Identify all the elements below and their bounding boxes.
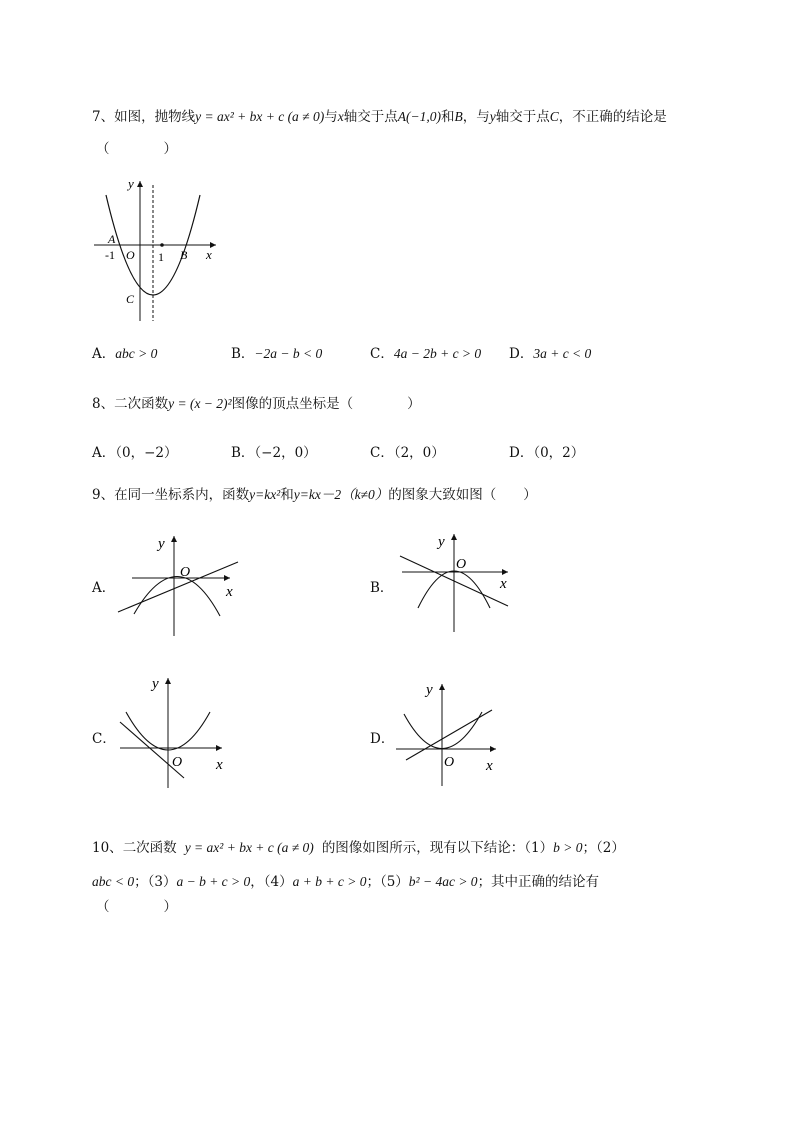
q7-var-b: B: [454, 109, 463, 124]
q8-option-d-value: （0，2）: [533, 445, 585, 461]
q8-option-a[interactable]: [92, 447, 178, 461]
q7-point-one: [160, 243, 164, 247]
q9-option-a-graph[interactable]: [112, 532, 242, 642]
q10-text-1: 二次函数: [122, 840, 177, 856]
q10-sep-1: ；（2）: [582, 840, 625, 856]
q10-answer-blank: （ ）: [96, 899, 177, 915]
q9-text-end: 的图象大致如图（ ）: [388, 487, 537, 503]
q10-text-2: 的图像如图所示，现有以下结论：（1）: [321, 840, 554, 856]
q8-number: 8、: [92, 396, 115, 412]
q9-option-b-graph[interactable]: [392, 530, 522, 640]
q9a-label-o: O: [180, 565, 191, 580]
q10-stem-line-2: [92, 875, 599, 890]
q7-label-one: 1: [158, 250, 164, 264]
q9-function-2: y=kx－2（k≠0）: [293, 487, 389, 502]
q9b-label-x: x: [500, 576, 507, 592]
q7-text-3: 轴交于点: [343, 109, 398, 125]
q7-var-c: C: [549, 109, 559, 124]
q8-text-2: 图像的顶点坐标是（ ）: [231, 396, 421, 412]
q7-text-5: ，与: [462, 109, 490, 125]
q7-option-b-expr: −2a − b < 0: [254, 346, 323, 361]
q9-option-c-graph[interactable]: [112, 672, 242, 792]
q8-stem: [92, 397, 421, 412]
q7-option-c-letter: C．: [370, 346, 394, 362]
q8-option-b-value: （−2，0）: [254, 445, 317, 461]
q8-formula: y = (x − 2)²: [168, 396, 232, 411]
q10-conclusion-2: abc < 0: [92, 874, 135, 889]
q9d-label-y: y: [426, 682, 433, 698]
q10-formula: y = ax² + bx + c (a ≠ 0): [184, 840, 314, 855]
q7-text-4: 和: [440, 109, 455, 125]
q7-option-c-expr: 4a − 2b + c > 0: [393, 346, 482, 361]
q8-option-c[interactable]: [370, 447, 445, 461]
q9a-parabola: [134, 576, 220, 616]
q9-option-d-letter[interactable]: D．: [370, 731, 395, 747]
q9b-label-o: O: [456, 557, 467, 572]
q9d-label-o: O: [444, 755, 455, 770]
q8-option-a-letter: A．: [92, 445, 116, 461]
q8-text-1: 二次函数: [114, 396, 169, 412]
q7-option-c[interactable]: [370, 347, 481, 362]
q7-label-minus1: -1: [105, 248, 115, 262]
q9-option-a-letter[interactable]: A．: [92, 580, 116, 596]
q7-text-1: 如图，抛物线: [114, 109, 196, 125]
q7-text-2: 与: [324, 109, 338, 125]
q9-option-c-letter[interactable]: C．: [92, 731, 116, 747]
q7-text-6: 轴交于点: [495, 109, 550, 125]
q7-stem: [92, 110, 667, 125]
q7-option-d-letter: D．: [509, 346, 534, 362]
q7-label-b: B: [180, 248, 188, 262]
q10-conclusion-5: b² − 4ac > 0: [408, 874, 478, 889]
q7-option-d-expr: 3a + c < 0: [533, 346, 592, 361]
q7-label-x: x: [206, 247, 212, 262]
q7-formula-1: y = ax² + bx + c (a ≠ 0): [195, 109, 325, 124]
q9-option-b-letter[interactable]: B．: [370, 580, 394, 596]
q8-option-d-letter: D．: [509, 445, 534, 461]
q9-and: 和: [280, 487, 294, 503]
q9d-line: [406, 710, 492, 760]
q9-number: 9、: [92, 487, 115, 503]
q7-option-a-expr: abc > 0: [115, 346, 158, 361]
q7-option-a-letter: A．: [92, 346, 116, 362]
q8-option-b-letter: B．: [231, 445, 255, 461]
q7-label-o: O: [126, 248, 135, 262]
q7-number: 7、: [92, 109, 115, 125]
q9a-label-x: x: [226, 584, 233, 600]
q7-formula-2: A(−1,0): [397, 109, 441, 124]
q7-var-y: y: [489, 109, 496, 124]
q7-option-b[interactable]: [231, 347, 322, 362]
q8-option-d[interactable]: [509, 447, 584, 461]
q7-label-a: A: [108, 232, 116, 246]
q10-sep-2: ；（3）: [134, 874, 177, 890]
q7-var-x: x: [337, 109, 344, 124]
q10-sep-3: ，（4）: [250, 874, 293, 890]
q8-option-b[interactable]: [231, 447, 317, 461]
q9-stem: [92, 488, 537, 503]
q7-option-b-letter: B．: [231, 346, 255, 362]
q7-parabola-figure: [92, 175, 222, 325]
q7-option-d[interactable]: [509, 347, 591, 362]
q10-stem-line-1: [92, 841, 625, 856]
q7-text-7: ，不正确的结论是: [558, 109, 667, 125]
q8-option-c-value: （2，0）: [393, 445, 445, 461]
q9-text: 在同一坐标系内，函数: [114, 487, 250, 503]
q9c-label-x: x: [216, 757, 223, 773]
q9a-line: [118, 562, 238, 612]
q10-number: 10、: [92, 840, 123, 856]
q8-option-a-value: （0，−2）: [115, 445, 178, 461]
q7-option-a[interactable]: [92, 347, 157, 362]
q9c-label-o: O: [172, 755, 183, 770]
q8-option-c-letter: C．: [370, 445, 394, 461]
q7-label-y: y: [128, 176, 134, 191]
q7-label-c: C: [126, 292, 135, 306]
q10-text-3: ；其中正确的结论有: [477, 874, 600, 890]
q9-function-1: y=kx²: [249, 487, 281, 502]
q9d-parabola: [404, 712, 482, 749]
q10-conclusion-1: b > 0: [553, 840, 583, 855]
q10-conclusion-4: a + b + c > 0: [292, 874, 367, 889]
q9d-label-x: x: [486, 758, 493, 774]
q9-option-d-graph[interactable]: [392, 678, 522, 788]
q9c-label-y: y: [152, 676, 159, 692]
q10-conclusion-3: a − b + c > 0: [176, 874, 251, 889]
q9a-label-y: y: [158, 536, 165, 552]
q7-answer-blank: （ ）: [96, 141, 177, 157]
q9b-label-y: y: [438, 534, 445, 550]
q10-sep-4: ；（5）: [366, 874, 409, 890]
